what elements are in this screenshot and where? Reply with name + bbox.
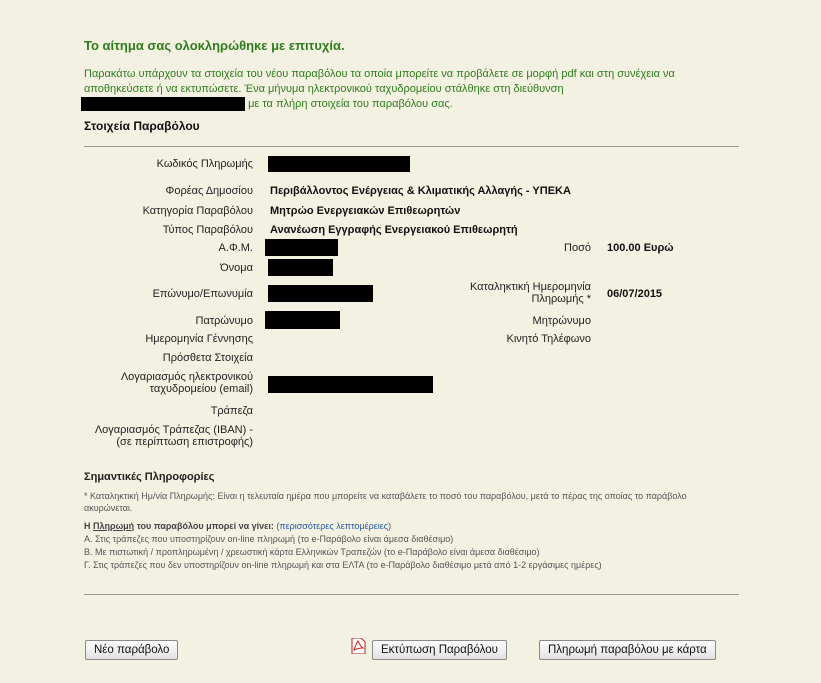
type-value: Ανανέωση Εγγραφής Ενεργειακού Επιθεωρητή [270,224,518,236]
deadline-label-line2: Πληρωμής * [531,293,591,305]
birthdate-label: Ημερομηνία Γέννησης [145,333,253,345]
pay-word: Πληρωμή [93,521,135,531]
pay-suffix: του παραβόλου μπορεί να γίνει: [134,521,274,531]
option-c: Γ. Στις τράπεζες που δεν υποστηρίζουν on-line πληρωμή και στα ΕΛΤΑ (το e-Παράβολο διαθέσιμο μετά από 1-2 εργάσιμες ημέρες) [84,560,602,570]
type-label: Τύπος Παραβόλου [162,224,253,236]
pdf-icon [351,638,366,654]
email-label [63,371,253,395]
option-b: Β. Με πιστωτική / προπληρωμένη / χρεωστική κάρτα Ελληνικών Τραπεζών (το e-Παράβολο είναι άμεσα διαθέσιμο) [84,547,540,557]
name-label: Όνομα [220,262,253,274]
payment-code-label: Κωδικός Πληρωμής [156,158,253,170]
father-label: Πατρώνυμο [195,315,253,327]
deadline-value: 06/07/2015 [607,288,663,300]
amount-label: Ποσό [564,242,591,254]
success-message-line1: Παρακάτω υπάρχουν τα στοιχεία του νέου παραβόλου τα οποία μπορείτε να προβάλετε σε μορφή pdf και στη συνέχεια να αποθηκεύσετε ή να εκτυπώσετε. Ένα μήνυμα ηλεκτρονικού ταχυδρομείου στάλθηκε στη διεύθυνση [84,68,675,95]
amount-value: 100.00 Ευρώ [607,242,674,254]
option-a: Α. Στις τράπεζες που υποστηρίζουν on-line πληρωμή (το e-Παράβολο είναι άμεσα διαθέσιμο) [84,534,454,544]
surname-label: Επώνυμο/Επωνυμία [152,288,253,300]
section-title: Στοιχεία Παραβόλου [84,119,200,133]
iban-label-line1: Λογαριασμός Τράπεζας (IBAN) - [94,424,253,436]
mobile-label: Κινητό Τηλέφωνο [506,333,591,345]
pay-card-button[interactable]: Πληρωμή παραβόλου με κάρτα [539,640,716,660]
afm-label: Α.Φ.Μ. [218,242,253,254]
payment-info: Η Πληρωμή του παραβόλου μπορεί να γίνει: (περισσότερες λεπτομέρειες) [84,521,392,531]
extra-info-label: Πρόσθετα Στοιχεία [162,352,253,364]
name-redacted [268,259,333,276]
email-label-line1: Λογαριασμός ηλεκτρονικού [120,371,253,383]
agency-value: Περιβάλλοντος Ενέργειας & Κλιματικής Αλλαγής - ΥΠΕΚΑ [270,185,571,197]
success-message [84,67,744,112]
agency-label: Φορέας Δημοσίου [165,185,253,197]
divider-top [84,146,739,147]
bank-label: Τράπεζα [210,405,253,417]
afm-redacted [265,239,338,256]
redacted-email [81,97,245,111]
print-fee-button[interactable]: Εκτύπωση Παραβόλου [372,640,507,660]
surname-redacted [268,285,373,302]
iban-label-line2: (σε περίπτωση επιστροφής) [116,436,253,448]
mother-label: Μητρώνυμο [532,315,591,327]
email-redacted [268,376,433,393]
category-value: Μητρώο Ενεργειακών Επιθεωρητών [270,205,461,217]
deadline-note: * Καταληκτική Ημ/νία Πληρωμής: Είναι η τελευταία ημέρα που μπορείτε να καταβάλετε το ποσό του παραβόλου, μετά το πέρας της οποίας το παράβολο ακυρώνεται. [84,491,687,513]
divider-bottom [84,594,739,595]
father-redacted [265,311,340,329]
category-label: Κατηγορία Παραβόλου [142,205,253,217]
more-details-link[interactable]: περισσότερες λεπτομέρειες [279,521,389,531]
success-title: Το αίτημα σας ολοκληρώθηκε με επιτυχία. [84,38,345,53]
success-message-line2: με τα πλήρη στοιχεία του παραβόλου σας. [248,98,453,110]
iban-label [63,424,253,448]
new-fee-button[interactable]: Νέο παράβολο [85,640,178,660]
payment-code-redacted [268,156,410,172]
email-label-line2: ταχυδρομείου (email) [149,383,253,395]
pay-prefix: Η [84,521,93,531]
important-info-title: Σημαντικές Πληροφορίες [84,471,215,483]
deadline-label [441,281,591,305]
deadline-label-line1: Καταληκτική Ημερομηνία [469,281,591,293]
